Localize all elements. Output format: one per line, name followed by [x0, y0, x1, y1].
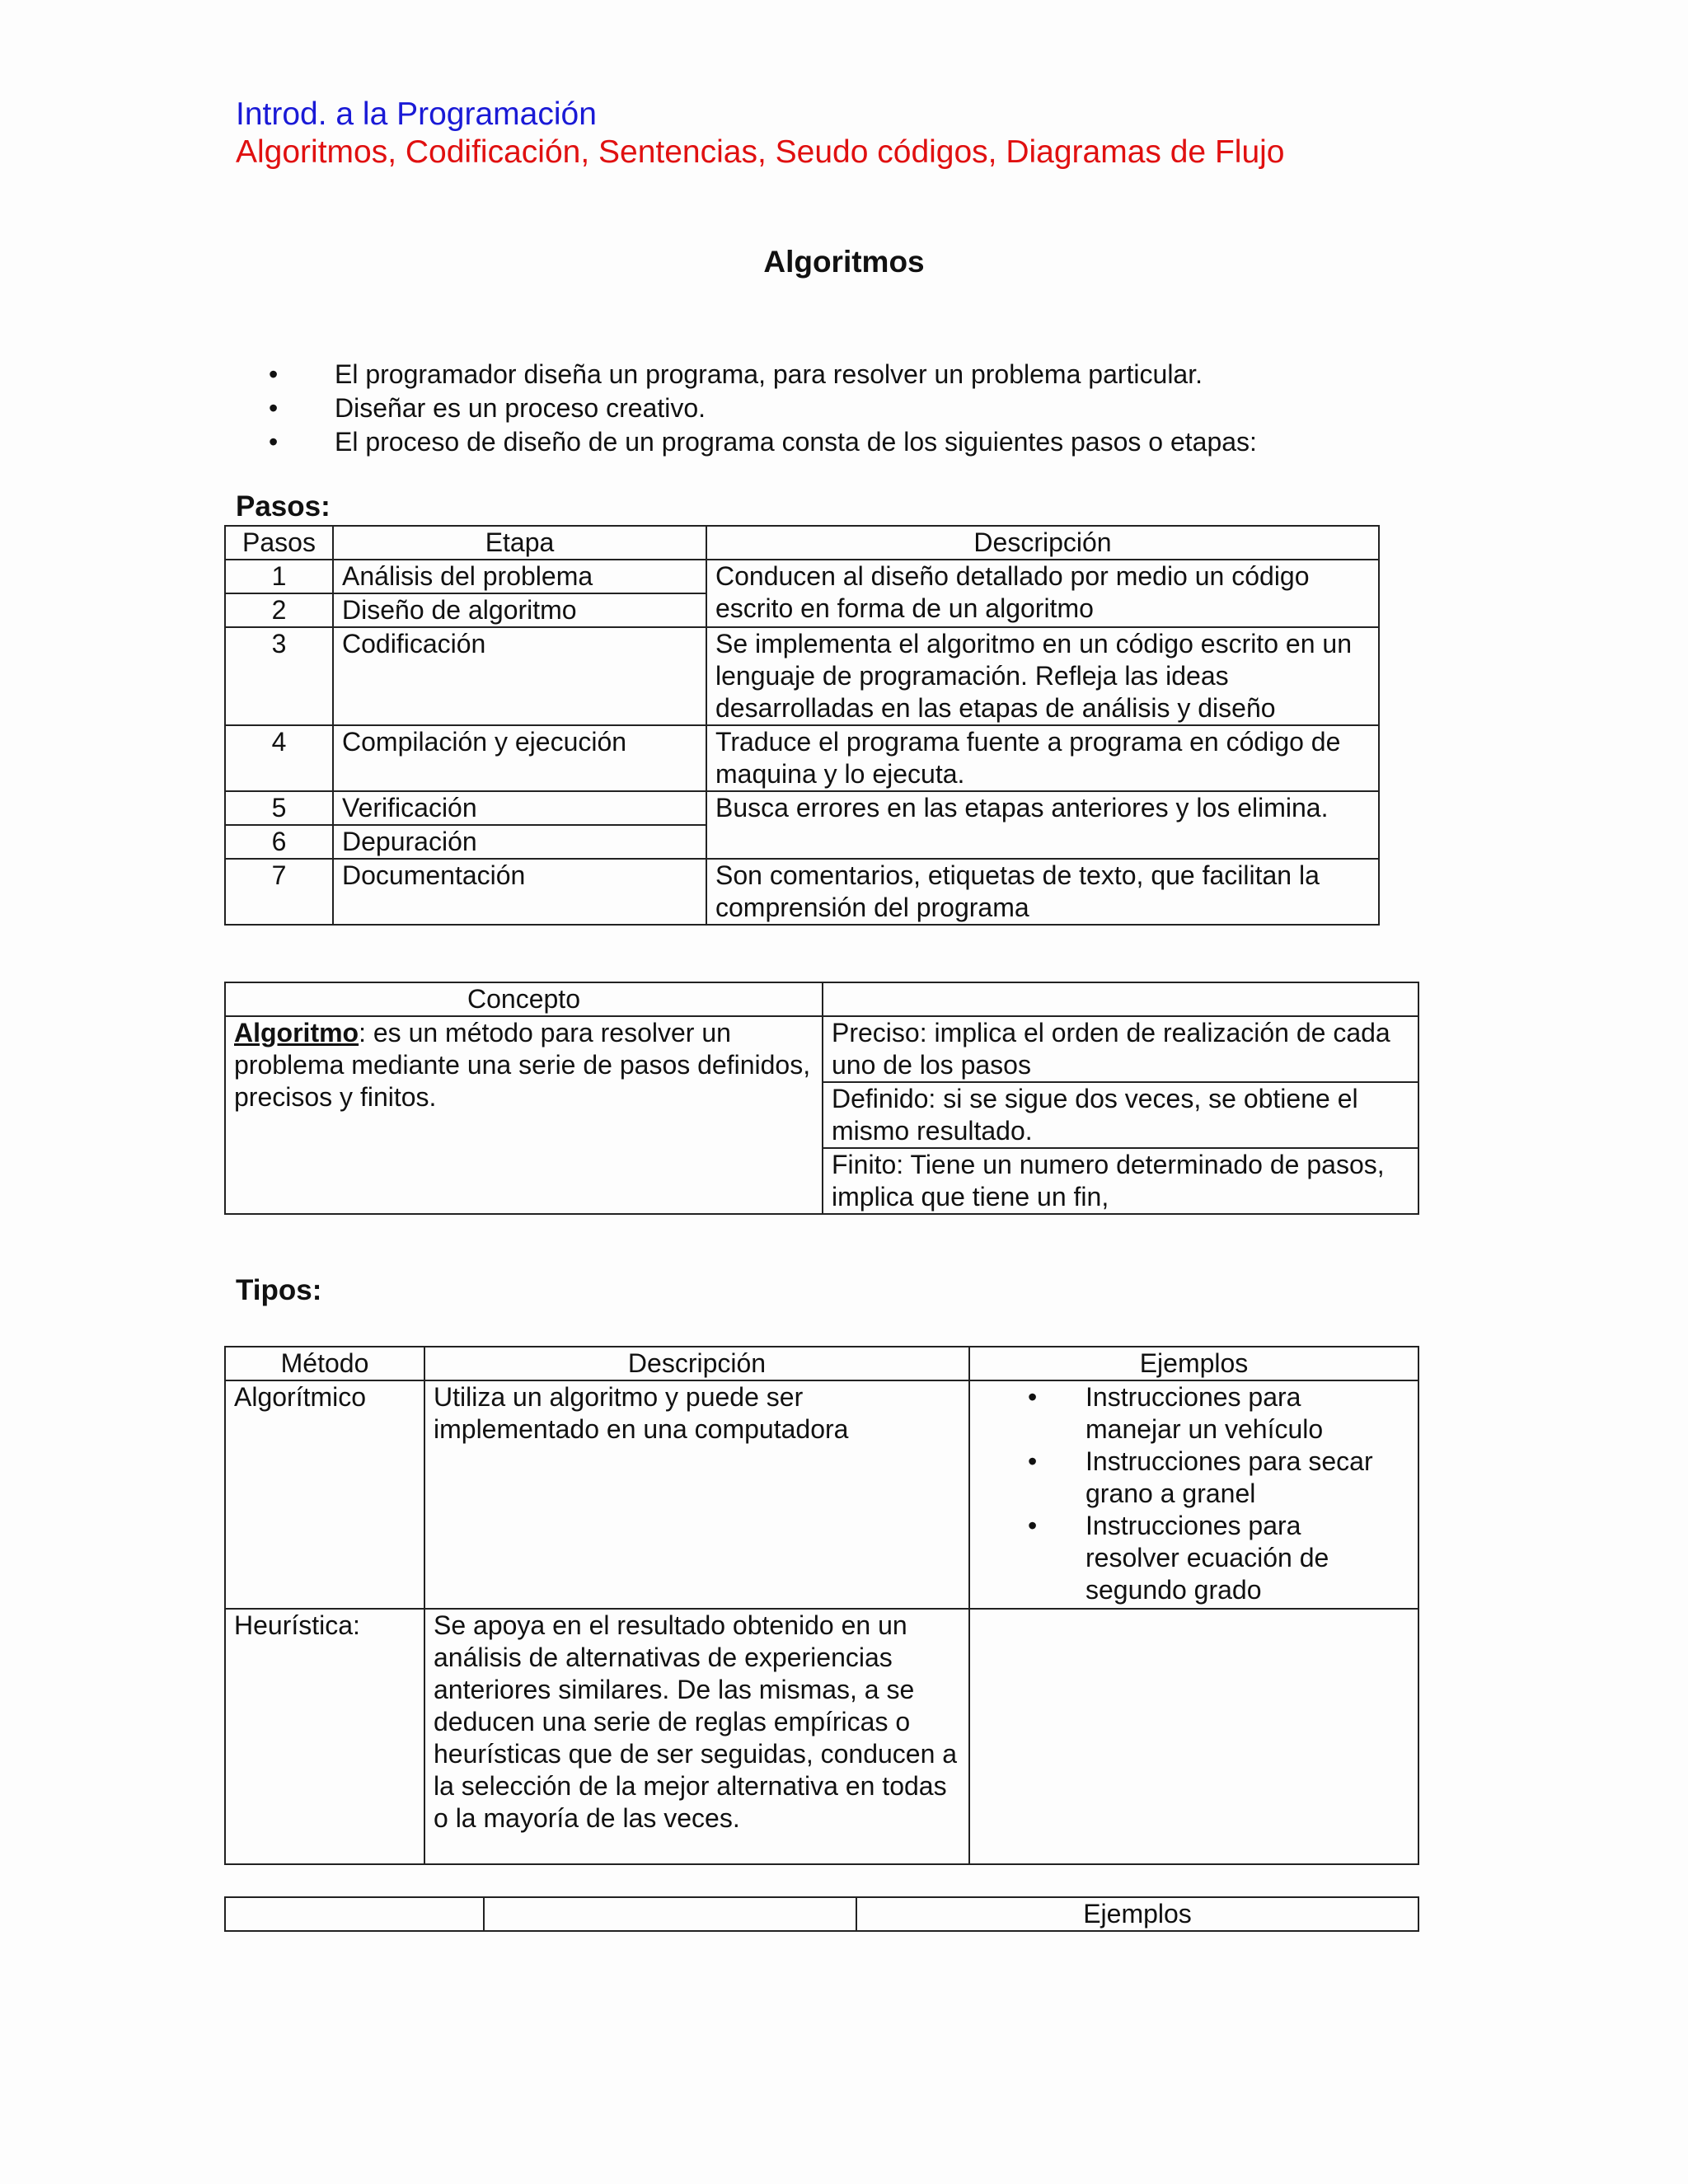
step-name: Diseño de algoritmo: [333, 593, 706, 627]
step-number: 2: [225, 593, 333, 627]
step-number: 3: [225, 627, 333, 725]
step-name: Verificación: [333, 791, 706, 825]
property-preciso: Preciso: implica el orden de realización de cada uno de los pasos: [823, 1016, 1418, 1082]
step-name: Codificación: [333, 627, 706, 725]
step-number: 7: [225, 859, 333, 925]
method-description: Se apoya en el resultado obtenido en un análisis de alternativas de experiencias anteriores similares. De las mismas, a se deducen una serie de reglas empíricas o heurísticas que de ser seguidas, conducen a la selección de la mejor alternativa en todas o la mayoría de las veces.: [424, 1609, 969, 1864]
col-header-descripcion: Descripción: [706, 526, 1379, 560]
bottom-table: [224, 1896, 1419, 1932]
method-examples: [969, 1380, 1418, 1609]
tipos-heading: Tipos:: [236, 1274, 322, 1306]
bullet-icon: •: [269, 427, 279, 457]
bullet-icon: •: [269, 359, 279, 389]
pasos-heading: Pasos:: [236, 490, 331, 523]
bullet-icon: •: [1028, 1446, 1038, 1476]
step-name: Depuración: [333, 825, 706, 859]
method-name: Heurística:: [225, 1609, 424, 1864]
bullet-icon: •: [1028, 1382, 1038, 1412]
col-header-etapa: Etapa: [333, 526, 706, 560]
course-title: Introd. a la Programación: [236, 96, 597, 132]
topics-subtitle: Algoritmos, Codificación, Sentencias, Seudo códigos, Diagramas de Flujo: [236, 134, 1285, 170]
col-header-ejemplos: Ejemplos: [969, 1347, 1418, 1380]
step-description: Conducen al diseño detallado por medio un código escrito en forma de un algoritmo: [706, 560, 1379, 627]
list-item: • Diseñar es un proceso creativo.: [269, 391, 1257, 425]
empty-header-cell: [225, 1897, 484, 1931]
pasos-table: [224, 525, 1380, 926]
bullet-icon: •: [269, 393, 279, 423]
definition-text: : es un método para resolver un problema mediante una serie de pasos definidos, precisos y finitos.: [234, 1018, 811, 1112]
step-name: Documentación: [333, 859, 706, 925]
step-number: 4: [225, 725, 333, 791]
step-description: Busca errores en las etapas anteriores y los elimina.: [706, 791, 1379, 859]
step-description: Se implementa el algoritmo en un código escrito en un lenguaje de programación. Refleja las ideas desarrolladas en las etapas de análisis y diseño: [706, 627, 1379, 725]
list-item: • El programador diseña un programa, para resolver un problema particular.: [269, 358, 1257, 391]
page-title: Algoritmos: [763, 245, 925, 279]
list-item: • El proceso de diseño de un programa consta de los siguientes pasos o etapas:: [269, 425, 1257, 459]
table-row: [225, 627, 1379, 725]
intro-bullet-list: [269, 358, 1257, 459]
list-item: • Instrucciones para manejar un vehículo: [1028, 1382, 1324, 1444]
col-header-metodo: Método: [225, 1347, 424, 1380]
empty-header-cell: [484, 1897, 856, 1931]
step-name: Análisis del problema: [333, 560, 706, 593]
concepto-table: [224, 982, 1419, 1215]
empty-header-cell: [823, 982, 1418, 1016]
step-number: 5: [225, 791, 333, 825]
list-item: • Instrucciones para resolver ecuación de segundo grado: [1028, 1511, 1329, 1605]
table-row: [225, 725, 1379, 791]
list-item: • Instrucciones para secar grano a granel: [1028, 1446, 1373, 1508]
step-number: 6: [225, 825, 333, 859]
table-row: [225, 526, 1379, 560]
step-description: Traduce el programa fuente a programa en código de maquina y lo ejecuta.: [706, 725, 1379, 791]
method-name: Algorítmico: [225, 1380, 424, 1609]
step-name: Compilación y ejecución: [333, 725, 706, 791]
property-finito: Finito: Tiene un numero determinado de pasos, implica que tiene un fin,: [823, 1148, 1418, 1214]
table-row: [225, 1897, 1418, 1931]
table-row: [225, 1380, 1418, 1609]
method-examples: [969, 1609, 1418, 1864]
table-row: [225, 1609, 1418, 1864]
property-definido: Definido: si se sigue dos veces, se obtiene el mismo resultado.: [823, 1082, 1418, 1148]
tipos-table: [224, 1346, 1419, 1865]
col-header-pasos: Pasos: [225, 526, 333, 560]
step-description: Son comentarios, etiquetas de texto, que facilitan la comprensión del programa: [706, 859, 1379, 925]
table-row: [225, 859, 1379, 925]
col-header-concepto: Concepto: [225, 982, 823, 1016]
table-row: [225, 791, 1379, 825]
table-row: [225, 1347, 1418, 1380]
table-row: [225, 560, 1379, 593]
col-header-ejemplos: Ejemplos: [856, 1897, 1418, 1931]
table-row: [225, 1016, 1418, 1082]
method-description: Utiliza un algoritmo y puede ser implementado en una computadora: [424, 1380, 969, 1609]
algorithm-definition: [225, 1016, 823, 1214]
step-number: 1: [225, 560, 333, 593]
algorithm-term: Algoritmo: [234, 1018, 359, 1047]
examples-list: [1028, 1381, 1388, 1606]
table-row: [225, 982, 1418, 1016]
bullet-icon: •: [1028, 1511, 1038, 1540]
col-header-descripcion: Descripción: [424, 1347, 969, 1380]
